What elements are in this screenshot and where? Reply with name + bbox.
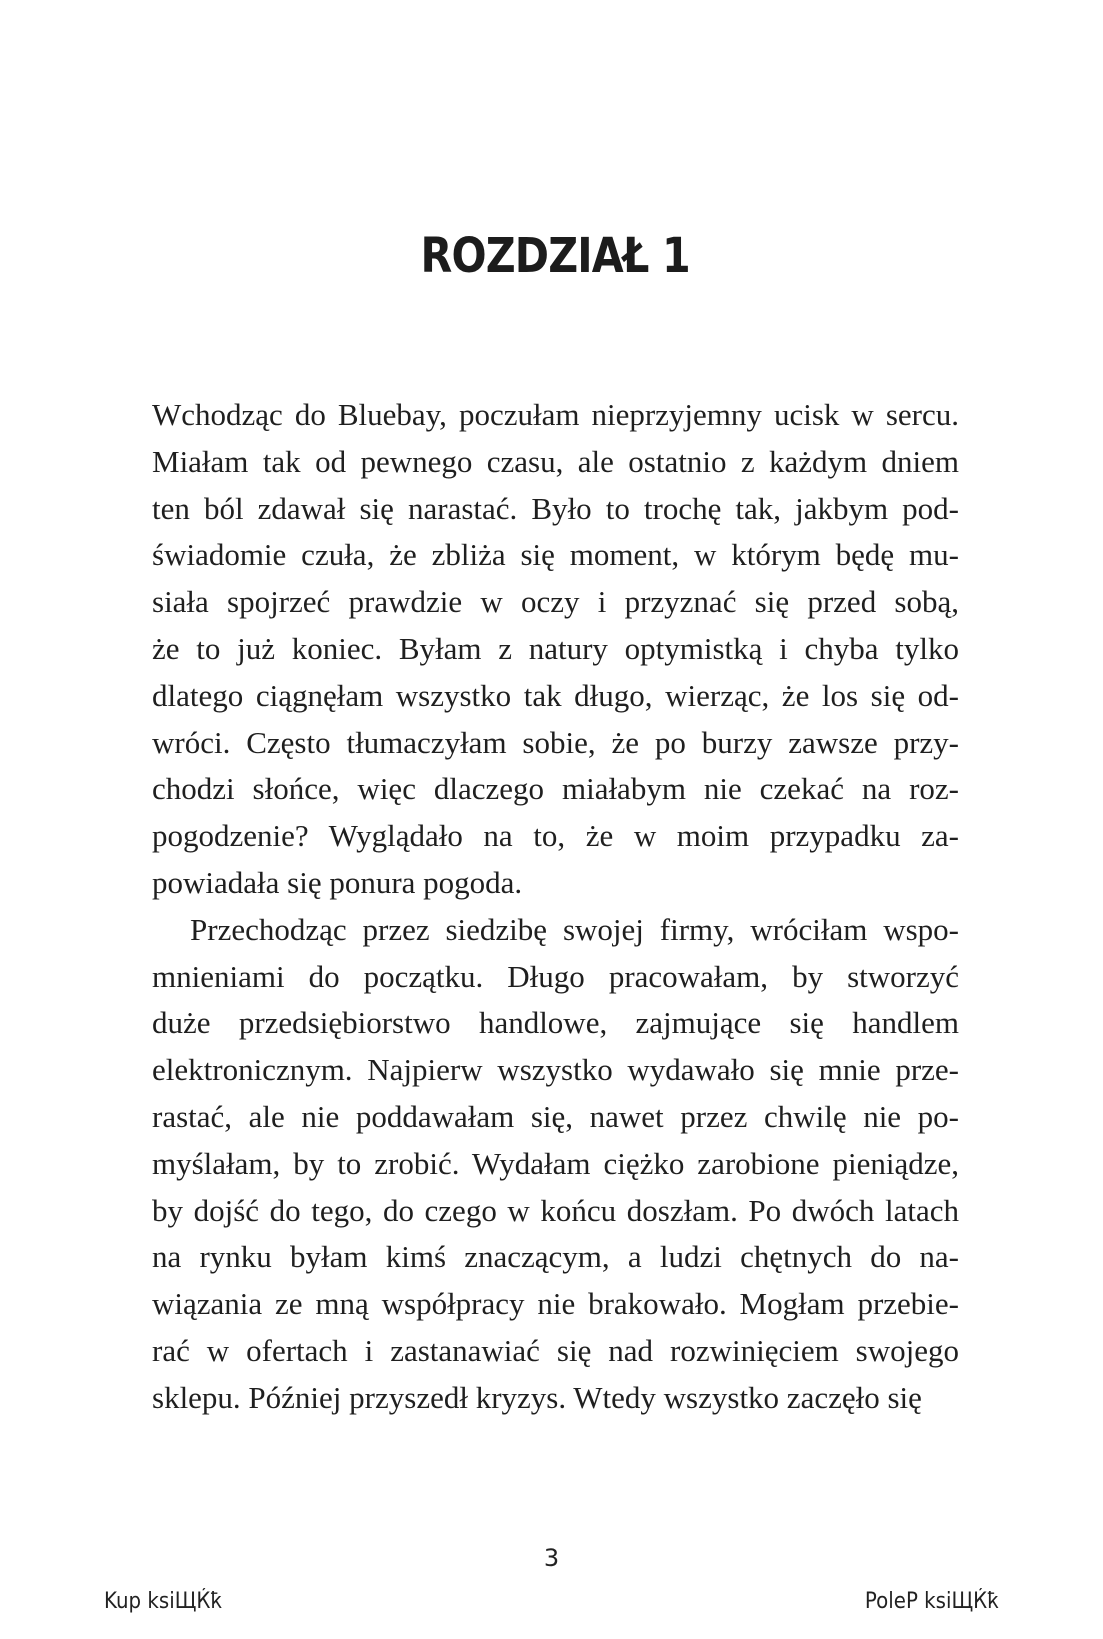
text-line: myślałam, by to zrobić. Wydałam ciężko zarobione pieniądze, xyxy=(152,1145,959,1181)
text-line: by dojść do tego, do czego w końcu doszłam. Po dwóch latach xyxy=(152,1192,959,1228)
footer-recommend-book-link[interactable]: PoleP ksiЩЌҟ xyxy=(864,1589,999,1614)
text-line: rastać, ale nie poddawałam się, nawet przez chwilę nie po- xyxy=(152,1098,959,1134)
text-line: Wchodząc do Bluebay, poczułam nieprzyjemny ucisk w sercu. xyxy=(152,397,959,432)
text-line: dlatego ciągnęłam wszystko tak długo, wierząc, że los się od- xyxy=(152,677,959,713)
text-line: na rynku byłam kimś znaczącym, a ludzi chętnych do na- xyxy=(152,1239,959,1275)
paragraph xyxy=(152,392,959,907)
paragraph xyxy=(152,907,959,1422)
text-line: wiązania ze mną współpracy nie brakowało. Mogłam przebie- xyxy=(152,1286,959,1322)
text-line: duże przedsiębiorstwo handlowe, zajmujące się handlem xyxy=(152,1005,959,1041)
text-line: mnieniami do początku. Długo pracowałam, by stworzyć xyxy=(152,958,959,994)
text-line: wróci. Często tłumaczyłam sobie, że po burzy zawsze przy- xyxy=(152,724,959,760)
text-line: Miałam tak od pewnego czasu, ale ostatnio z każdym dniem xyxy=(152,443,959,479)
text-line: świadomie czuła, że zbliża się moment, w którym będę mu- xyxy=(152,537,959,573)
chapter-body-text xyxy=(152,392,959,1422)
text-line: pogodzenie? Wyglądało na to, że w moim przypadku za- xyxy=(152,818,959,854)
text-line: sklepu. Później przyszedł kryzys. Wtedy wszystko zaczęło się xyxy=(152,1379,922,1415)
text-line: Przechodząc przez siedzibę swojej firmy, wróciłam wspo- xyxy=(190,911,959,947)
text-line: powiadała się ponura pogoda. xyxy=(152,864,523,900)
text-line: siała spojrzeć prawdzie w oczy i przyznać się przed sobą, xyxy=(152,584,959,620)
text-line: że to już koniec. Byłam z natury optymistką i chyba tylko xyxy=(152,630,959,666)
page-number: 3 xyxy=(543,1544,560,1572)
chapter-title: ROZDZIAŁ 1 xyxy=(420,228,690,284)
text-line: elektronicznym. Najpierw wszystko wydawało się mnie prze- xyxy=(152,1052,959,1088)
text-line: ten ból zdawał się narastać. Było to trochę tak, jakbym pod- xyxy=(152,490,959,526)
text-line: rać w ofertach i zastanawiać się nad rozwinięciem swojego xyxy=(152,1332,959,1368)
footer-buy-book-link[interactable]: Kup ksiЩЌҟ xyxy=(104,1589,223,1614)
text-line: chodzi słońce, więc dlaczego miałabym nie czekać na roz- xyxy=(152,771,959,807)
